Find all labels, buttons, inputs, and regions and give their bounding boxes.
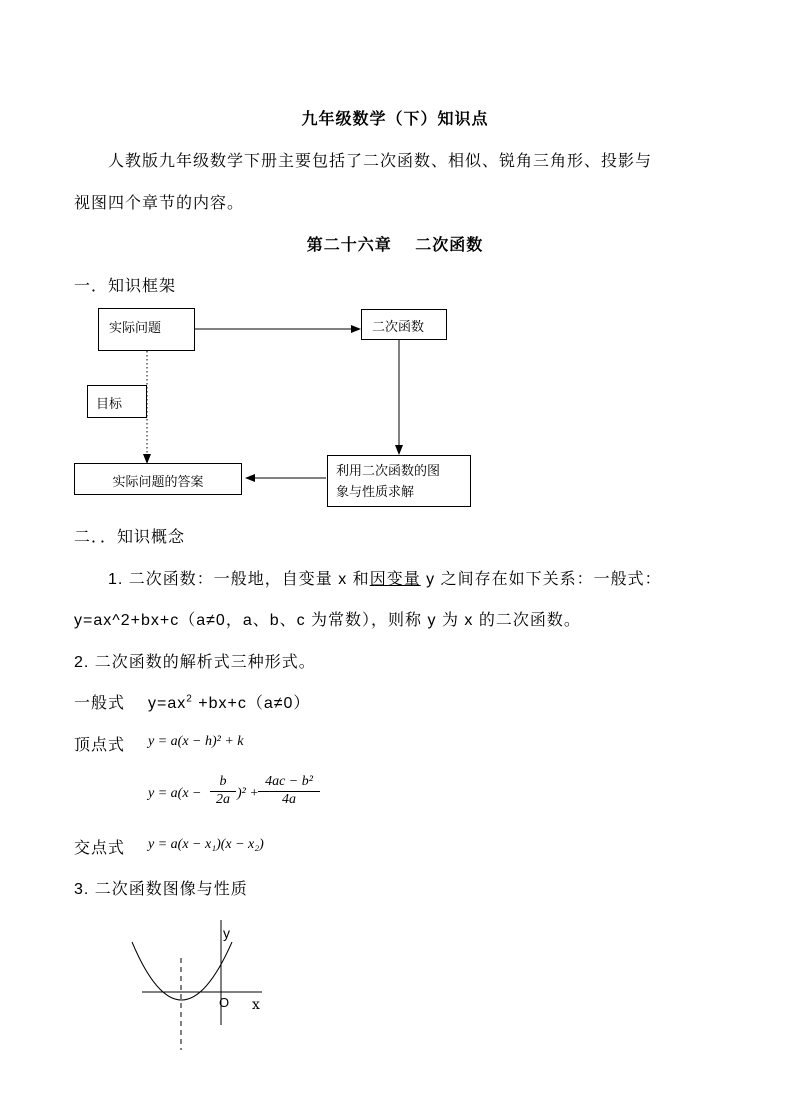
parabola-curve — [132, 942, 232, 1000]
section-1-heading: 一．知识框架 — [74, 276, 177, 295]
fraction-1-denominator: 2a — [210, 791, 236, 808]
vertex-form-formula-2-mid: )² + — [237, 786, 259, 801]
general-formula-exponent: 2 — [186, 693, 193, 705]
box-answer: 实际问题的答案 — [74, 463, 242, 495]
general-formula-part-b: +bx+c（a≠0） — [192, 695, 311, 712]
vertex-form-formula-2-left: y = a(x − — [148, 786, 202, 801]
box-quadratic-function: 二次函数 — [361, 309, 447, 340]
y-axis-label: y — [223, 925, 230, 941]
box-goal: 目标 — [87, 385, 147, 418]
definition-line-2: y=ax^2+bx+c（a≠0，a、b、c 为常数），则称 y 为 x 的二次函数。 — [74, 612, 581, 629]
fraction-2-numerator: 4ac − b² — [265, 774, 313, 789]
origin-label: O — [219, 995, 230, 1010]
fraction-2-denominator: 4a — [258, 791, 320, 808]
x-axis-label: x — [252, 997, 260, 1013]
box-real-problem: 实际问题 — [98, 308, 195, 351]
definition-line-1-part-b: y 之间存在如下关系：一般式： — [420, 571, 662, 588]
box-use-function-line-1: 利用二次函数的图 — [336, 463, 441, 478]
general-form-label: 一般式 — [74, 693, 126, 712]
general-formula-part-a: y=ax — [148, 695, 187, 712]
section-2-heading: 二．．知识概念 — [74, 527, 186, 546]
document-title: 九年级数学（下）知识点 — [301, 109, 489, 128]
dependent-variable-term: 因变量 — [369, 569, 421, 588]
intro-line-2: 视图四个章节的内容。 — [74, 193, 245, 212]
intersect-form-formula: y = a(x − x₁)(x − x₂) — [148, 837, 264, 852]
vertex-form-formula: y = a(x − h)² + k — [148, 734, 244, 749]
fraction-1-numerator: b — [219, 774, 227, 789]
chapter-title: 第二十六章 二次函数 — [306, 235, 484, 254]
vertex-form-label: 顶点式 — [74, 735, 126, 754]
box-use-function-line-2: 象与性质求解 — [336, 484, 415, 499]
definition-line-1-part-a: 1. 二次函数：一般地，自变量 x 和 — [108, 571, 370, 588]
item-2-heading: 2. 二次函数的解析式三种形式。 — [74, 654, 316, 671]
intro-line-1: 人教版九年级数学下册主要包括了二次函数、相似、锐角三角形、投影与 — [108, 151, 653, 170]
intersect-form-label: 交点式 — [74, 838, 126, 857]
item-3-heading: 3. 二次函数图像与性质 — [74, 881, 248, 898]
